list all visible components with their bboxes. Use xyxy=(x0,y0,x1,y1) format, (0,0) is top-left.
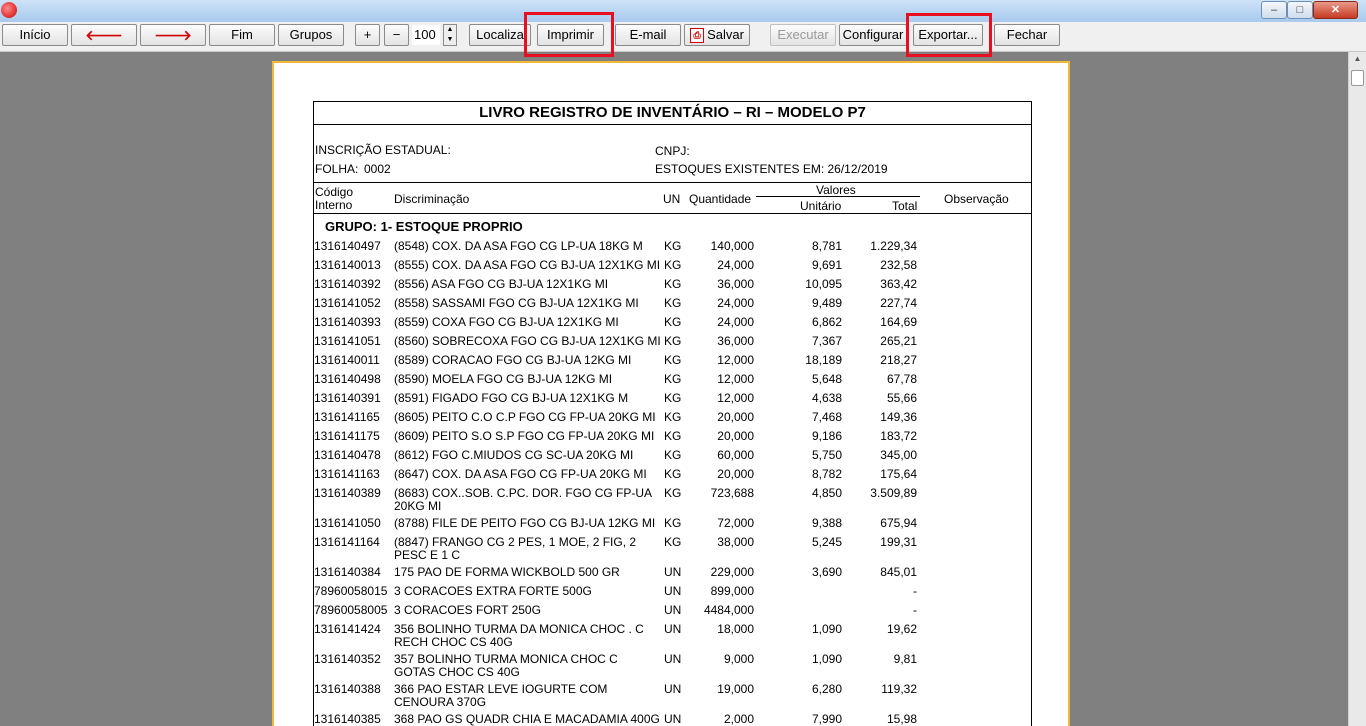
cell-quantidade: 9,000 xyxy=(723,652,754,666)
arrow-left-icon: 🡐 xyxy=(85,27,123,43)
cell-unitario: 7,367 xyxy=(811,334,842,348)
cell-quantidade: 60,000 xyxy=(717,448,754,462)
maximize-button[interactable]: □ xyxy=(1287,1,1313,19)
col-un: UN xyxy=(663,192,681,206)
table-row xyxy=(314,620,1031,650)
cell-un: KG xyxy=(664,334,682,348)
cell-total: 15,98 xyxy=(886,712,917,726)
inscricao-label: INSCRIÇÃO ESTADUAL: xyxy=(315,143,451,157)
cell-total: 183,72 xyxy=(880,429,917,443)
cell-discriminacao: (8591) FIGADO FGO CG BJ-UA 12X1KG M xyxy=(394,391,629,405)
folha-value: 0002 xyxy=(364,162,391,176)
cell-quantidade: 18,000 xyxy=(717,622,754,636)
cell-total: 149,36 xyxy=(880,410,917,424)
cell-unitario: 4,638 xyxy=(811,391,842,405)
cell-total: 67,78 xyxy=(886,372,917,386)
minimize-button[interactable]: – xyxy=(1261,1,1287,19)
estoques-label: ESTOQUES EXISTENTES EM: 26/12/2019 xyxy=(655,162,888,176)
report-toolbar xyxy=(0,22,1366,52)
table-row xyxy=(314,408,1031,427)
cell-discriminacao: 366 PAO ESTAR LEVE IOGURTE COM CENOURA 370G xyxy=(394,682,608,709)
table-row xyxy=(314,484,1031,514)
zoom-out-button[interactable] xyxy=(384,24,409,46)
cell-discriminacao: 3 CORACOES FORT 250G xyxy=(394,603,541,617)
cell-discriminacao: (8555) COX. DA ASA FGO CG BJ-UA 12X1KG MI xyxy=(394,258,661,272)
export-button[interactable]: Exportar... xyxy=(913,24,983,46)
cell-codigo: 1316140498 xyxy=(314,373,381,386)
zoom-in-icon: + xyxy=(363,27,372,42)
table-row xyxy=(314,332,1031,351)
cell-quantidade: 19,000 xyxy=(717,682,754,696)
close-window-button[interactable]: ✕ xyxy=(1313,1,1358,19)
email-button[interactable]: E-mail xyxy=(615,24,681,46)
cell-codigo: 1316141050 xyxy=(314,517,381,530)
cell-discriminacao: 356 BOLINHO TURMA DA MONICA CHOC . C RECH CHOC CS 40G xyxy=(394,622,644,649)
cell-un: KG xyxy=(664,467,682,481)
cell-codigo: 78960058005 xyxy=(314,604,388,617)
previous-page-button[interactable] xyxy=(71,24,137,46)
cell-total: 845,01 xyxy=(880,565,917,579)
cell-un: KG xyxy=(664,486,682,500)
cell-un: KG xyxy=(664,429,682,443)
cell-un: KG xyxy=(664,516,682,530)
print-button[interactable]: Imprimir xyxy=(537,24,604,46)
cell-discriminacao: (8589) CORACAO FGO CG BJ-UA 12KG MI xyxy=(394,353,632,367)
cell-un: UN xyxy=(664,622,682,636)
cell-discriminacao: (8548) COX. DA ASA FGO CG LP-UA 18KG M xyxy=(394,239,643,253)
cell-quantidade: 20,000 xyxy=(717,467,754,481)
table-row xyxy=(314,680,1031,710)
print-highlight-box xyxy=(524,12,614,57)
cell-codigo: 1316141165 xyxy=(314,411,380,424)
table-row xyxy=(314,389,1031,408)
zoom-value-field[interactable]: 100 xyxy=(412,25,440,45)
cell-quantidade: 20,000 xyxy=(717,410,754,424)
report-page xyxy=(272,61,1070,726)
save-button[interactable] xyxy=(684,24,750,46)
cell-total: - xyxy=(913,584,917,598)
cell-un: UN xyxy=(664,565,682,579)
cell-codigo: 1316140392 xyxy=(314,278,381,291)
arrow-right-icon: 🡒 xyxy=(154,27,192,43)
cell-discriminacao: (8590) MOELA FGO CG BJ-UA 12KG MI xyxy=(394,372,613,386)
cell-codigo: 1316140013 xyxy=(314,259,381,272)
cell-discriminacao: (8612) FGO C.MIUDOS CG SC-UA 20KG MI xyxy=(394,448,634,462)
cell-quantidade: 12,000 xyxy=(717,353,754,367)
cell-total: 232,58 xyxy=(880,258,917,272)
table-row xyxy=(314,710,1031,726)
cell-unitario: 5,245 xyxy=(811,535,842,549)
cell-un: UN xyxy=(664,682,682,696)
save-label: Salvar xyxy=(707,27,744,42)
table-row xyxy=(314,370,1031,389)
cell-discriminacao: (8558) SASSAMI FGO CG BJ-UA 12X1KG MI xyxy=(394,296,639,310)
col-observacao: Observação xyxy=(944,192,1009,206)
cell-codigo: 1316140384 xyxy=(314,566,381,579)
find-button[interactable]: Localiza xyxy=(469,24,531,46)
scroll-up-icon[interactable]: ▲ xyxy=(1353,54,1362,63)
cell-un: KG xyxy=(664,535,682,549)
cell-quantidade: 2,000 xyxy=(723,712,754,726)
col-codigo-1: Código xyxy=(315,185,354,199)
cell-un: KG xyxy=(664,277,682,291)
group-title: GRUPO: 1- ESTOQUE PROPRIO xyxy=(325,219,523,234)
cell-codigo: 78960058015 xyxy=(314,585,388,598)
cell-codigo: 1316141163 xyxy=(314,468,380,481)
cell-unitario: 7,990 xyxy=(811,712,842,726)
cell-un: UN xyxy=(664,603,682,617)
cell-quantidade: 20,000 xyxy=(717,429,754,443)
next-page-button[interactable] xyxy=(140,24,206,46)
cell-total: 164,69 xyxy=(880,315,917,329)
cell-unitario: 18,189 xyxy=(805,353,842,367)
zoom-in-button[interactable] xyxy=(355,24,380,46)
cell-quantidade: 36,000 xyxy=(717,334,754,348)
cell-codigo: 1316140352 xyxy=(314,653,381,666)
scroll-thumb[interactable] xyxy=(1351,70,1364,86)
cell-discriminacao: 357 BOLINHO TURMA MONICA CHOC C GOTAS CHOC CS 40G xyxy=(394,652,618,679)
cnpj-label: CNPJ: xyxy=(655,144,690,158)
cell-codigo: 1316140385 xyxy=(314,713,381,726)
cell-un: KG xyxy=(664,353,682,367)
cell-discriminacao: (8559) COXA FGO CG BJ-UA 12X1KG MI xyxy=(394,315,619,329)
cell-un: KG xyxy=(664,391,682,405)
cell-unitario: 9,186 xyxy=(811,429,842,443)
execute-button[interactable]: Executar xyxy=(770,24,836,46)
cell-codigo: 1316141052 xyxy=(314,297,381,310)
cell-discriminacao: (8609) PEITO S.O S.P FGO CG FP-UA 20KG MI xyxy=(394,429,655,443)
cell-total: 3.509,89 xyxy=(870,486,917,500)
table-row xyxy=(314,275,1031,294)
col-quantidade: Quantidade xyxy=(689,192,752,206)
cell-codigo: 1316140393 xyxy=(314,316,381,329)
cell-un: KG xyxy=(664,448,682,462)
last-page-button[interactable]: Fim xyxy=(209,24,275,46)
cell-un: KG xyxy=(664,410,682,424)
cell-un: KG xyxy=(664,258,682,272)
cell-unitario: 10,095 xyxy=(805,277,842,291)
col-discriminacao: Discriminação xyxy=(394,192,470,206)
table-row xyxy=(314,294,1031,313)
table-row xyxy=(314,256,1031,275)
cell-un: KG xyxy=(664,239,682,253)
cell-total: 265,21 xyxy=(880,334,917,348)
cell-discriminacao: 175 PAO DE FORMA WICKBOLD 500 GR xyxy=(394,565,620,579)
cell-codigo: 1316140011 xyxy=(314,354,380,367)
cell-unitario: 8,781 xyxy=(811,239,842,253)
table-row xyxy=(314,533,1031,563)
table-row xyxy=(314,427,1031,446)
cell-quantidade: 36,000 xyxy=(717,277,754,291)
cell-unitario: 9,388 xyxy=(811,516,842,530)
folha-label: FOLHA: xyxy=(315,162,359,176)
groups-button[interactable]: Grupos xyxy=(278,24,344,46)
table-row xyxy=(314,650,1031,680)
col-total: Total xyxy=(892,199,918,213)
cell-quantidade: 72,000 xyxy=(717,516,754,530)
cell-quantidade: 12,000 xyxy=(717,391,754,405)
cell-codigo: 1316140389 xyxy=(314,487,381,500)
cell-unitario: 7,468 xyxy=(811,410,842,424)
cell-quantidade: 24,000 xyxy=(717,296,754,310)
table-row xyxy=(314,582,1031,601)
cell-total: 119,32 xyxy=(881,682,917,696)
table-row xyxy=(314,351,1031,370)
col-valores: Valores xyxy=(816,183,856,197)
inventory-report xyxy=(313,101,1032,726)
cell-total: 218,27 xyxy=(880,353,917,367)
cell-codigo: 1316141164 xyxy=(314,536,380,549)
cell-codigo: 1316141051 xyxy=(314,335,381,348)
close-report-button[interactable]: Fechar xyxy=(994,24,1060,46)
cell-un: KG xyxy=(664,296,682,310)
cell-discriminacao: (8556) ASA FGO CG BJ-UA 12X1KG MI xyxy=(394,277,609,291)
cell-unitario: 9,489 xyxy=(811,296,842,310)
cell-quantidade: 24,000 xyxy=(717,258,754,272)
cell-quantidade: 12,000 xyxy=(717,372,754,386)
report-title: LIVRO REGISTRO DE INVENTÁRIO – RI – MODELO P7 xyxy=(314,102,1031,125)
cell-discriminacao: (8683) COX..SOB. C.PC. DOR. FGO CG FP-UA 20KG MI xyxy=(394,486,652,513)
cell-unitario: 9,691 xyxy=(811,258,842,272)
cell-codigo: 1316140497 xyxy=(314,240,381,253)
cell-quantidade: 229,000 xyxy=(710,565,754,579)
export-highlight-box xyxy=(906,13,992,57)
col-unitario: Unitário xyxy=(800,199,842,213)
cell-total: 19,62 xyxy=(886,622,917,636)
cell-discriminacao: (8647) COX. DA ASA FGO CG FP-UA 20KG MI xyxy=(394,467,647,481)
cell-total: 675,94 xyxy=(880,516,917,530)
cell-quantidade: 140,000 xyxy=(710,239,754,253)
vertical-scrollbar[interactable] xyxy=(1348,52,1366,726)
cell-total: 9,81 xyxy=(893,652,917,666)
cell-un: UN xyxy=(664,712,682,726)
cell-un: KG xyxy=(664,372,682,386)
configure-button[interactable]: Configurar xyxy=(839,24,907,46)
cell-quantidade: 38,000 xyxy=(717,535,754,549)
cell-total: 345,00 xyxy=(880,448,917,462)
pdf-icon: ⎙ xyxy=(690,28,704,43)
cell-unitario: 1,090 xyxy=(811,652,842,666)
cell-total: 55,66 xyxy=(886,391,917,405)
chevron-up-icon[interactable]: ▲ xyxy=(446,26,454,33)
table-row xyxy=(314,514,1031,533)
table-row xyxy=(314,563,1031,582)
cell-discriminacao: (8788) FILE DE PEITO FGO CG BJ-UA 12KG MI xyxy=(394,516,656,530)
valores-divider xyxy=(756,196,920,197)
cell-un: KG xyxy=(664,315,682,329)
cell-total: 227,74 xyxy=(880,296,917,310)
table-row xyxy=(314,237,1031,256)
cell-unitario: 6,862 xyxy=(811,315,842,329)
table-row xyxy=(314,465,1031,484)
zoom-spinner[interactable] xyxy=(443,24,457,46)
cell-discriminacao: 368 PAO GS QUADR CHIA E MACADAMIA 400G xyxy=(394,712,660,726)
col-codigo-2: Interno xyxy=(315,198,353,212)
table-row xyxy=(314,446,1031,465)
cell-total: 175,64 xyxy=(880,467,917,481)
table-row xyxy=(314,313,1031,332)
cell-quantidade: 899,000 xyxy=(710,584,754,598)
cell-un: UN xyxy=(664,652,682,666)
table-row xyxy=(314,601,1031,620)
zoom-out-icon: − xyxy=(392,27,401,42)
cell-discriminacao: (8605) PEITO C.O C.P FGO CG FP-UA 20KG MI xyxy=(394,410,656,424)
cell-codigo: 1316140391 xyxy=(314,392,381,405)
cell-quantidade: 24,000 xyxy=(717,315,754,329)
cell-unitario: 5,648 xyxy=(811,372,842,386)
title-bar xyxy=(0,0,1366,22)
cell-total: 363,42 xyxy=(880,277,917,291)
app-icon xyxy=(1,2,17,18)
cell-unitario: 5,750 xyxy=(811,448,842,462)
cell-un: UN xyxy=(664,584,682,598)
cell-total: 199,31 xyxy=(880,535,917,549)
cell-discriminacao: (8847) FRANGO CG 2 PES, 1 MOE, 2 FIG, 2 PESC E 1 C xyxy=(394,535,637,562)
cell-total: 1.229,34 xyxy=(870,239,917,253)
cell-unitario: 1,090 xyxy=(811,622,842,636)
cell-unitario: 3,690 xyxy=(811,565,842,579)
cell-unitario: 6,280 xyxy=(811,682,842,696)
cell-unitario: 4,850 xyxy=(811,486,842,500)
first-page-button[interactable]: Início xyxy=(2,24,68,46)
cell-quantidade: 4484,000 xyxy=(703,603,754,617)
cell-discriminacao: 3 CORACOES EXTRA FORTE 500G xyxy=(394,584,592,598)
cell-codigo: 1316141424 xyxy=(314,623,381,636)
cell-unitario: 8,782 xyxy=(811,467,842,481)
cell-total: - xyxy=(913,603,917,617)
cell-codigo: 1316140388 xyxy=(314,683,381,696)
chevron-down-icon[interactable]: ▼ xyxy=(446,36,454,43)
column-header xyxy=(314,182,1031,214)
cell-codigo: 1316140478 xyxy=(314,449,381,462)
cell-discriminacao: (8560) SOBRECOXA FGO CG BJ-UA 12X1KG MI xyxy=(394,334,661,348)
cell-codigo: 1316141175 xyxy=(314,430,380,443)
inventory-rows xyxy=(314,237,1031,726)
cell-quantidade: 723,688 xyxy=(710,486,754,500)
